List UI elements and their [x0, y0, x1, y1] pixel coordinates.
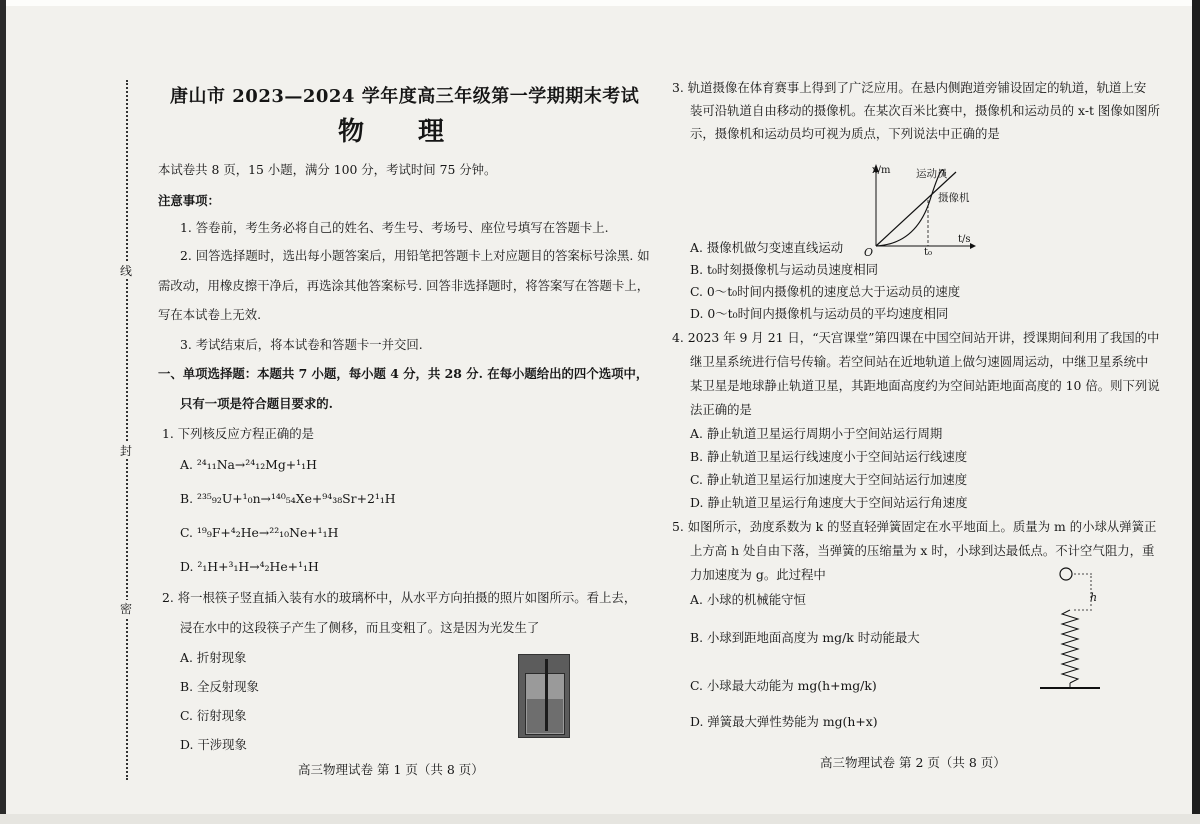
- q1-option-b: B. ²³⁵₉₂U+¹₀n→¹⁴⁰₅₄Xe+⁹⁴₃₈Sr+2¹₁H: [180, 491, 396, 506]
- q4-option-a: A. 静止轨道卫星运行周期小于空间站运行周期: [690, 426, 943, 441]
- notice-2: 2. 回答选择题时，选出每小题答案后，用铅笔把答题卡上对应题目的答案标号涂黑. 如: [180, 248, 650, 263]
- q3-stem-1: 3. 轨道摄像在体育赛事上得到了广泛应用。在悬内侧跑道旁铺设固定的轨道，轨道上安: [672, 80, 1147, 95]
- q4-option-d: D. 静止轨道卫星运行角速度大于空间站运行角速度: [690, 495, 968, 510]
- scan-edge-bottom: [0, 814, 1200, 824]
- xt-x-label: t/s: [958, 234, 971, 245]
- binding-dotted-line: [126, 80, 128, 780]
- spring-shape: [1062, 610, 1078, 683]
- binding-label-feng: 封: [119, 444, 132, 458]
- q1-option-d: D. ²₁H+³₁H→⁴₂He+¹₁H: [180, 559, 319, 574]
- section-heading: 一、单项选择题：本题共 7 小题，每小题 4 分，共 28 分. 在每小题给出的四个选项中，: [158, 366, 649, 381]
- xt-axis-t-arrow: [970, 243, 976, 249]
- q1-stem: 1. 下列核反应方程正确的是: [162, 426, 315, 441]
- q5-option-b: B. 小球到距地面高度为 mg/k 时动能最大: [690, 630, 920, 645]
- q5-stem-3: 力加速度为 g。此过程中: [690, 567, 826, 582]
- q4-stem-3: 某卫星是地球静止轨道卫星，其距地面高度约为空间站距地面高度的 10 倍。则下列说: [690, 378, 1160, 393]
- q5-spring-figure: [1036, 562, 1106, 692]
- q3-option-c: C. 0～t₀时间内摄像机的速度总大于运动员的速度: [690, 284, 961, 299]
- q5-stem-1: 5. 如图所示，劲度系数为 k 的竖直轻弹簧固定在水平地面上。质量为 m 的小球从弹簧正: [672, 519, 1157, 534]
- q4-stem-4: 法正确的是: [690, 402, 752, 417]
- xt-camera-label: 摄像机: [938, 192, 970, 204]
- q4-stem-2: 继卫星系统进行信号传输。若空间站在近地轨道上做匀速圆周运动，中继卫星系统中: [690, 354, 1149, 369]
- scan-edge-left: [0, 0, 6, 824]
- xt-origin: O: [864, 246, 874, 259]
- q5-stem-2: 上方高 h 处自由下落，当弹簧的压缩量为 x 时，小球到达最低点。不计空气阻力，重: [690, 543, 1155, 558]
- q5-option-a: A. 小球的机械能守恒: [690, 592, 806, 607]
- chopstick-in-glass-photo: [518, 654, 570, 738]
- exam-title: 唐山市 2023—2024 学年度高三年级第一学期期末考试: [170, 86, 640, 107]
- q4-option-b: B. 静止轨道卫星运行线速度小于空间站运行线速度: [690, 449, 968, 464]
- xt-t0: t₀: [924, 247, 933, 258]
- q3-option-b: B. t₀时刻摄像机与运动员速度相同: [690, 262, 879, 277]
- q3-option-a: A. 摄像机做匀变速直线运动: [690, 240, 844, 255]
- section-heading-cont: 只有一项是符合题目要求的.: [180, 396, 334, 411]
- q1-option-a: A. ²⁴₁₁Na→²⁴₁₂Mg+¹₁H: [180, 457, 317, 472]
- q1-option-c: C. ¹⁹₉F+⁴₂He→²²₁₀Ne+¹₁H: [180, 525, 339, 540]
- q2-option-d: D. 干涉现象: [180, 737, 247, 752]
- q3-stem-2: 装可沿轨道自由移动的摄像机。在某次百米比赛中，摄像机和运动员的 x-t 图像如图所: [690, 103, 1160, 118]
- q5-h-label: h: [1090, 591, 1098, 604]
- xt-athlete-label: 运动员: [916, 168, 948, 180]
- notice-2-cont: 需改动，用橡皮擦干净后，再选涂其他答案标号. 回答非选择题时，将答案写在答题卡上，: [158, 278, 650, 293]
- left-page-footer: 高三物理试卷 第 1 页（共 8 页）: [298, 762, 484, 777]
- subject-title: 物 理: [338, 117, 459, 147]
- q4-stem-1: 4. 2023 年 9 月 21 日，“天宫课堂”第四课在中国空间站开讲，授课期间利用了我国的中: [672, 330, 1160, 345]
- q5-option-c: C. 小球最大动能为 mg(h+mg/k): [690, 678, 877, 693]
- notice-1: 1. 答卷前，考生务必将自己的姓名、考生号、考场号、座位号填写在答题卡上.: [180, 220, 609, 235]
- right-page-footer: 高三物理试卷 第 2 页（共 8 页）: [820, 755, 1006, 770]
- exam-intro: 本试卷共 8 页，15 小题，满分 100 分，考试时间 75 分钟。: [158, 162, 497, 177]
- binding-label-xian: 线: [119, 264, 132, 278]
- notice-2-end: 写在本试卷上无效.: [158, 307, 262, 322]
- notice-heading: 注意事项：: [158, 193, 220, 208]
- q2-option-b: B. 全反射现象: [180, 679, 259, 694]
- scan-edge-right: [1192, 0, 1200, 824]
- scan-edge-top: [0, 0, 1200, 6]
- q5-option-d: D. 弹簧最大弹性势能为 mg(h+x): [690, 714, 878, 729]
- q2-stem-1: 2. 将一根筷子竖直插入装有水的玻璃杯中，从水平方向拍摄的照片如图所示。看上去，: [162, 590, 637, 605]
- q4-option-c: C. 静止轨道卫星运行加速度大于空间站运行加速度: [690, 472, 968, 487]
- chopstick-shape: [545, 659, 548, 731]
- notice-3: 3. 考试结束后，将本试卷和答题卡一并交回.: [180, 337, 423, 352]
- q3-stem-3: 示，摄像机和运动员均可视为质点，下列说法中正确的是: [690, 126, 1000, 141]
- xt-y-label: x/m: [872, 165, 891, 176]
- q2-option-a: A. 折射现象: [180, 650, 247, 665]
- ball-shape: [1060, 568, 1072, 580]
- athlete-line: [876, 172, 956, 246]
- q3-option-d: D. 0～t₀时间内摄像机与运动员的平均速度相同: [690, 306, 949, 321]
- binding-label-mi: 密: [119, 602, 132, 616]
- q2-stem-2: 浸在水中的这段筷子产生了侧移，而且变粗了。这是因为光发生了: [180, 620, 540, 635]
- q2-option-c: C. 衍射现象: [180, 708, 247, 723]
